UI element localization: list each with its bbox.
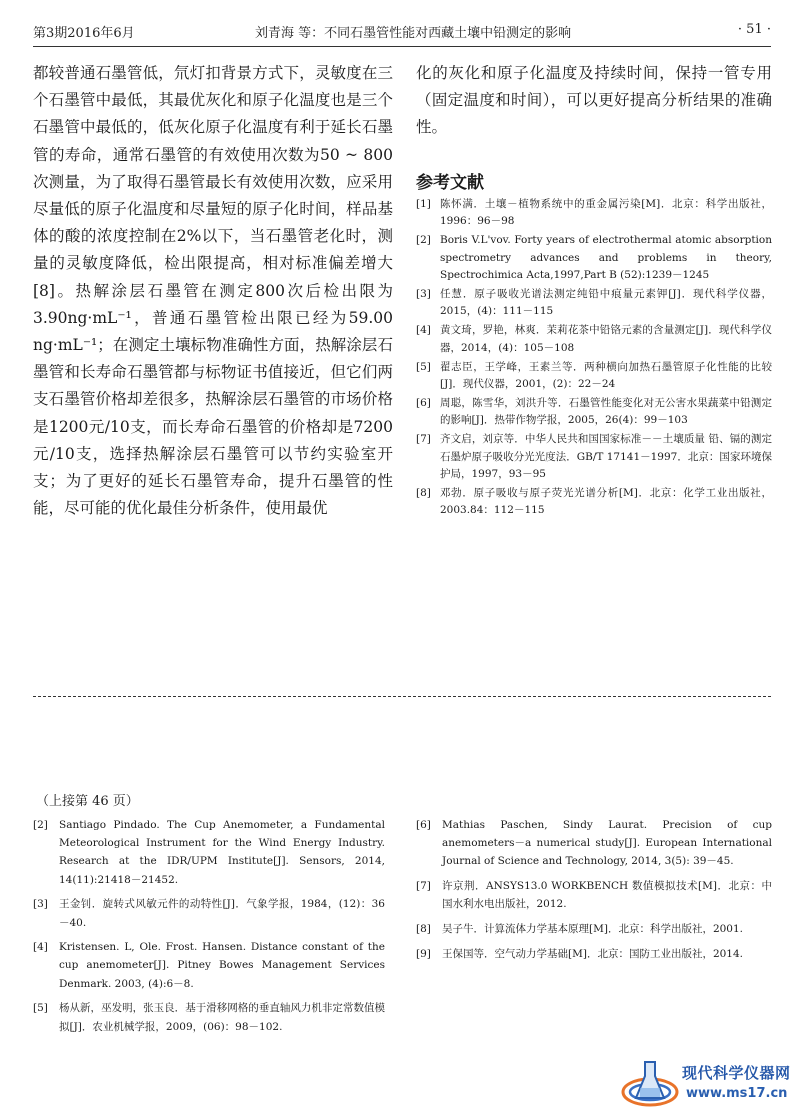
body-left-column xyxy=(33,60,393,522)
reference-number: [2] xyxy=(416,234,431,247)
reference-item xyxy=(33,938,385,993)
reference-item xyxy=(33,816,385,889)
reference-item xyxy=(416,431,772,483)
watermark-name: 现代科学仪器网 xyxy=(682,1064,791,1082)
reference-text: Boris V.L'vov. Forty years of electrothermal atomic absorption spectrometry advances and problems in theory, Spectrochimica Acta,1997,Part B (52):1239－1245 xyxy=(440,234,772,282)
reference-number: [6] xyxy=(416,396,431,409)
watermark-logo xyxy=(620,1058,795,1110)
reference-number: [4] xyxy=(416,324,431,337)
reference-item xyxy=(416,877,772,913)
running-title: 刘青海 等：不同石墨管性能对西藏土壤中铅测定的影响 xyxy=(255,26,572,41)
reference-item xyxy=(416,395,772,430)
continued-reference-list-left xyxy=(33,816,385,1042)
reference-text: 齐文启，刘京等．中华人民共和国国家标准－－土壤质量 铅、镉的测定石墨炉原子吸收分光光度法．GB/T 17141－1997．北京：国家环境保护局，1997，93－95 xyxy=(440,433,772,481)
reference-number: [5] xyxy=(33,1002,48,1015)
body-paragraph: 都较普通石墨管低，氘灯扣背景方式下，灵敏度在三个石墨管中最低，其最优灰化和原子化温度也是三个石墨管中最低的，低灰化原子化温度有利于延长石墨管的寿命，通常石墨管的有效使用次数为50 ~ 800次测量，为了取得石墨管最长有效使用次数，应采用尽量低的原子化温度和尽量短的原子化时间，样品基体的酸的浓度控制在2%以下，当石墨管老化时，测量的灵敏度降低，检出限提高，相对标准偏差增大[8]。热解涂层石墨管在测定800次后检出限为3.90ng·mL⁻¹，普通石墨管检出限已经为59.00 ng·mL⁻¹；在测定土壤标物准确性方面，热解涂层石墨管和长寿命石墨管都与标物证书值接近，但它们两支石墨管价格却差很多，热解涂层石墨管的市场价格是1200元/10支，而长寿命石墨管的价格却是7200元/10支，选择热解涂层石墨管可以节约实验室开支；为了更好的延长石墨管寿命，提升石墨管的性能，尽可能的优化最佳分析条件，使用最优 xyxy=(33,64,393,518)
reference-item xyxy=(416,945,772,963)
reference-number: [4] xyxy=(33,941,48,954)
reference-number: [6] xyxy=(416,819,431,831)
reference-text: 陈怀满．土壤－植物系统中的重金属污染[M]．北京：科学出版社，1996：96－98 xyxy=(440,198,772,228)
reference-text: Kristensen. L, Ole. Frost. Hansen. Distance constant of the cup anemometer[J]. Pitney Bowes Management Services Denmark. 2003, (4):6－8. xyxy=(59,941,385,990)
section-divider xyxy=(33,696,771,697)
reference-number: [1] xyxy=(416,198,431,210)
reference-text: 邓勃．原子吸收与原子荧光光谱分析[M]．北京：化学工业出版社，2003.84：112－115 xyxy=(440,487,772,517)
body-paragraph-continued: 化的灰化和原子化温度及持续时间，保持一管专用（固定温度和时间），可以更好提高分析结果的准确性。 xyxy=(416,64,772,137)
reference-item xyxy=(416,359,772,394)
reference-number: [8] xyxy=(416,487,431,499)
reference-number: [9] xyxy=(416,947,431,960)
continued-reference-list-right xyxy=(416,816,772,969)
reference-text: Mathias Paschen, Sindy Laurat. Precision of cup anemometers－a numerical study[J]. European International Journal of Science and Technology, 2014, 3(5): 39－45. xyxy=(442,819,772,868)
reference-item xyxy=(416,816,772,871)
reference-list xyxy=(416,196,772,521)
reference-text: 任慧．原子吸收光谱法测定纯铅中痕量元素钾[J]．现代科学仪器，2015，(4)：111－115 xyxy=(440,288,772,318)
reference-item xyxy=(33,895,385,931)
reference-text: 王保国等．空气动力学基础[M]．北京：国防工业出版社，2014. xyxy=(442,947,744,960)
reference-text: 杨从新，巫发明，张玉良．基于滑移网格的垂直轴风力机非定常数值模拟[J]．农业机械学报，2009，(06)：98－102. xyxy=(59,1002,385,1033)
issue-date: 第3期2016年6月 xyxy=(33,26,135,41)
page-number: · 51 · xyxy=(737,22,771,37)
reference-number: [7] xyxy=(416,433,431,446)
reference-number: [8] xyxy=(416,923,431,936)
body-right-column xyxy=(416,60,772,142)
flask-logo-icon xyxy=(620,1058,680,1110)
reference-number: [2] xyxy=(33,819,48,831)
reference-number: [5] xyxy=(416,360,431,373)
reference-item xyxy=(33,999,385,1035)
reference-text: 许京荆．ANSYS13.0 WORKBENCH 数值模拟技术[M]．北京：中国水利水电出版社，2012. xyxy=(442,880,772,911)
reference-text: 吴子牛．计算流体力学基本原理[M]．北京：科学出版社，2001. xyxy=(442,923,744,936)
reference-item xyxy=(416,232,772,284)
reference-item xyxy=(416,322,772,357)
reference-number: [3] xyxy=(33,898,48,911)
reference-number: [7] xyxy=(416,880,431,893)
references-heading: 参考文献 xyxy=(416,173,484,193)
reference-text: 黄文琦，罗艳，林爽．茉莉花茶中铅铬元素的含量测定[J]．现代科学仪器，2014，(4)：105－108 xyxy=(440,324,772,354)
continued-label: （上接第 46 页） xyxy=(36,794,139,809)
reference-item xyxy=(416,286,772,321)
reference-text: 周聪，陈雪华，刘洪升等．石墨管性能变化对无公害水果蔬菜中铅测定的影响[J]．热带作物学报，2005，26(4)：99－103 xyxy=(440,396,772,427)
header-rule xyxy=(33,46,771,47)
reference-item xyxy=(416,196,772,231)
reference-text: Santiago Pindado. The Cup Anemometer, a Fundamental Meteorological Instrument for the Wind Energy Industry. Research at the IDR/UPM Institute[J]. Sensors, 2014, 14(11):21418－21452. xyxy=(59,819,385,886)
reference-item xyxy=(416,485,772,520)
running-header xyxy=(33,22,771,44)
reference-text: 翟志臣，王学峰，王素兰等．两种横向加热石墨管原子化性能的比较[J]．现代仪器，2001，(2)：22－24 xyxy=(440,360,772,391)
watermark-url: www.ms17.cn xyxy=(686,1086,788,1101)
reference-text: 王金钊．旋转式风敏元件的动特性[J]．气象学报，1984，(12)：36－40. xyxy=(59,898,385,929)
reference-item xyxy=(416,920,772,938)
reference-number: [3] xyxy=(416,288,431,301)
